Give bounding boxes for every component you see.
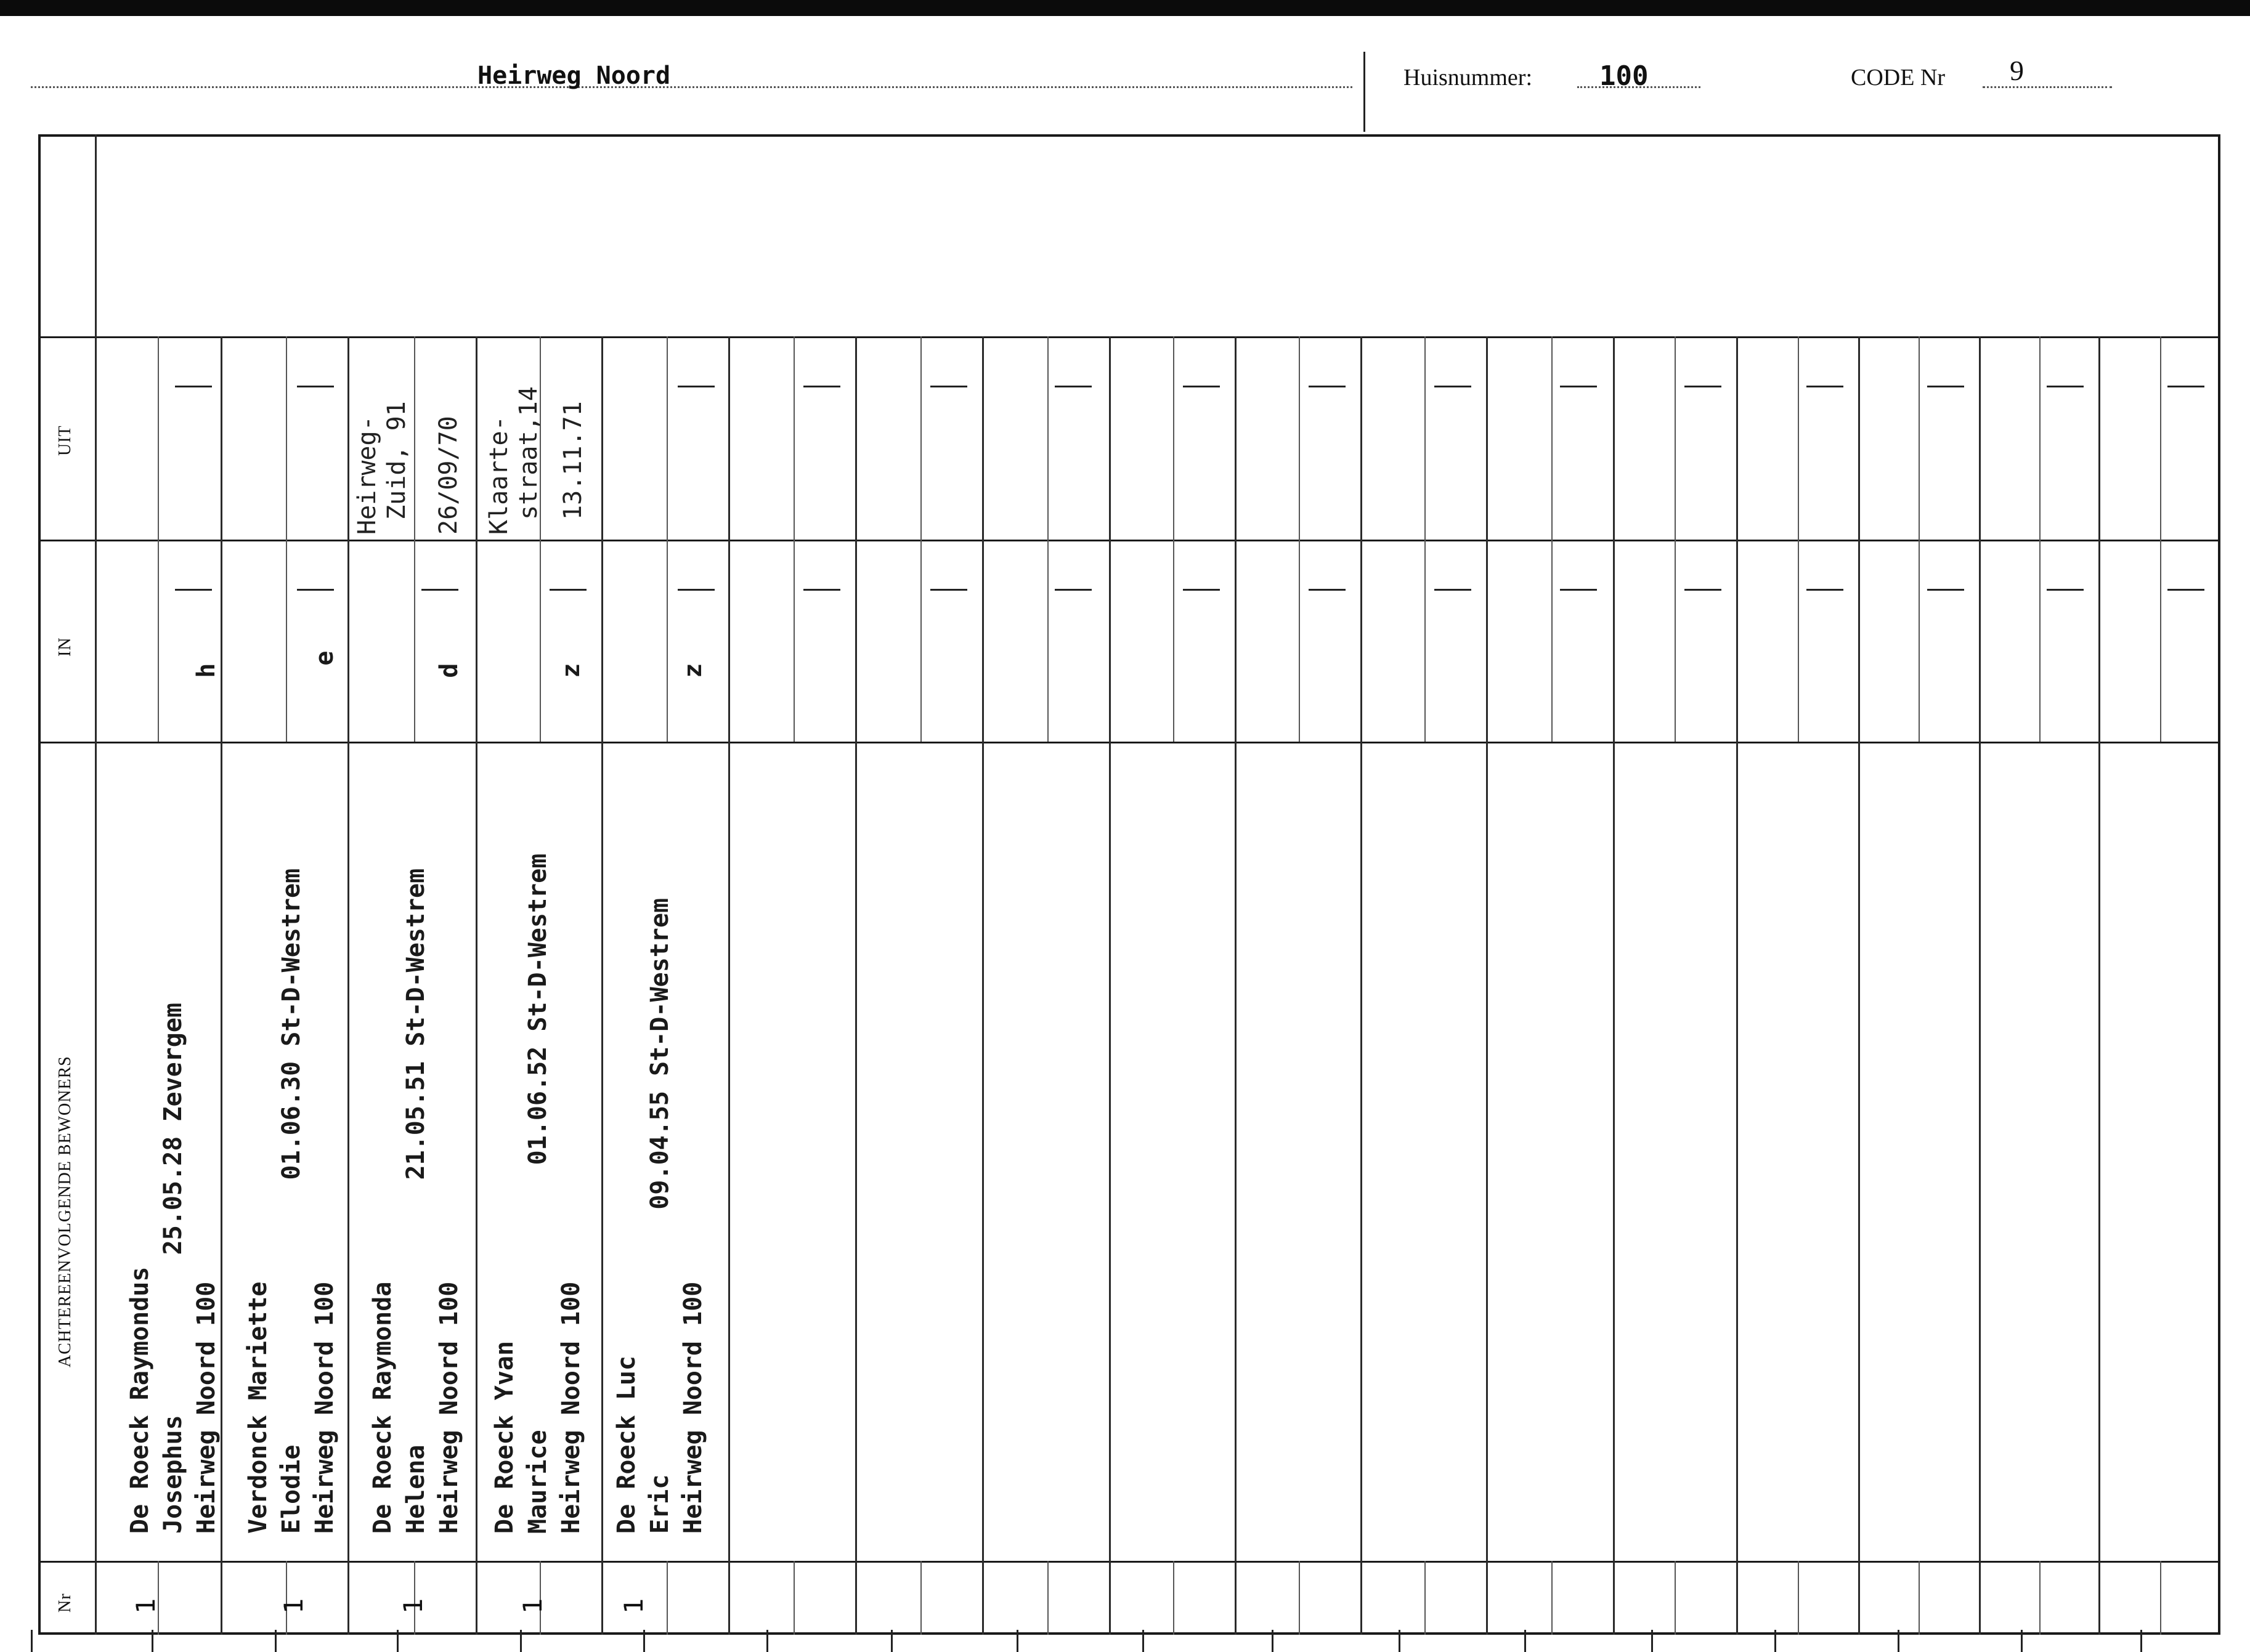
resident-3-uit-date: 26/09/70 (434, 416, 463, 535)
code-value: 9 (2010, 55, 2024, 86)
empty-dash (678, 386, 715, 387)
bottom-tick (520, 1630, 522, 1652)
sub-column-divider (667, 1561, 668, 1635)
sub-column-divider (2160, 336, 2161, 742)
bottom-tick (1651, 1630, 1653, 1652)
sub-column-divider (794, 1561, 795, 1635)
resident-4-uit-address: Klaarte- straat,14 (485, 386, 543, 535)
empty-dash (297, 386, 334, 387)
row-divider-top (38, 336, 2220, 338)
empty-dash (421, 589, 458, 591)
bottom-tick (1524, 1630, 1526, 1652)
row-divider-bewoners-nr (38, 1561, 2220, 1563)
bottom-tick (152, 1630, 153, 1652)
sub-column-divider (920, 1561, 922, 1635)
empty-dash (1806, 386, 1843, 387)
street-dotted-line (31, 86, 1352, 88)
resident-4-uit-date: 13.11.71 (559, 401, 587, 520)
empty-dash (1927, 386, 1964, 387)
empty-dash (1055, 589, 1092, 591)
sub-column-divider (2039, 336, 2041, 742)
bottom-tick (397, 1630, 399, 1652)
sub-column-divider (2160, 1561, 2161, 1635)
nr-label: Nr (55, 1593, 75, 1613)
column-divider (855, 336, 857, 1635)
empty-dash (1434, 589, 1471, 591)
resident-1-nr: 1 (131, 1598, 161, 1614)
sub-column-divider (1675, 1561, 1676, 1635)
empty-dash (803, 386, 840, 387)
column-divider (1109, 336, 1111, 1635)
sub-column-divider (1047, 1561, 1049, 1635)
uit-label: UIT (55, 425, 75, 456)
empty-dash (1560, 386, 1597, 387)
empty-dash (2047, 386, 2084, 387)
bottom-tick (1017, 1630, 1018, 1652)
empty-dash (1806, 589, 1843, 591)
empty-dash (1183, 386, 1220, 387)
empty-dash (1183, 589, 1220, 591)
sub-column-divider (1299, 1561, 1300, 1635)
empty-dash (297, 589, 334, 591)
column-divider (1858, 336, 1860, 1635)
top-scan-border (0, 0, 2250, 16)
empty-dash (678, 589, 715, 591)
sub-column-divider (1919, 336, 1920, 742)
sub-column-divider (1551, 336, 1553, 742)
sub-column-divider (920, 336, 922, 742)
bottom-tick (1272, 1630, 1273, 1652)
code-label: CODE Nr (1851, 65, 1946, 91)
resident-3-entry: De Roeck Raymonda Helena21.05.51 St-D-Westrem Heirweg Noord 100d (368, 663, 463, 1534)
column-divider (728, 336, 730, 1635)
bottom-tick (1142, 1630, 1144, 1652)
sub-column-divider (1424, 1561, 1426, 1635)
resident-3-nr: 1 (398, 1598, 428, 1614)
sub-column-divider (1047, 336, 1049, 742)
resident-5-entry: De Roeck Luc Eric09.04.55 St-D-Westrem Heirweg Noord 100z (612, 663, 707, 1534)
empty-dash (175, 589, 212, 591)
empty-dash (930, 589, 967, 591)
empty-dash (1309, 589, 1346, 591)
empty-dash (1309, 386, 1346, 387)
sub-column-divider (1299, 336, 1300, 742)
empty-dash (2167, 386, 2204, 387)
empty-dash (1434, 386, 1471, 387)
column-divider (601, 336, 603, 1635)
empty-dash (1684, 386, 1721, 387)
empty-dash (175, 386, 212, 387)
empty-dash (1560, 589, 1597, 591)
empty-dash (803, 589, 840, 591)
empty-dash (2047, 589, 2084, 591)
sub-column-divider (794, 336, 795, 742)
bottom-tick (275, 1630, 277, 1652)
row-divider-uit-in (38, 540, 2220, 541)
huisnummer-value: 100 (1599, 60, 1649, 92)
in-label: IN (55, 637, 75, 657)
column-divider (2098, 336, 2100, 1635)
empty-dash (1927, 589, 1964, 591)
column-divider (982, 336, 984, 1635)
empty-dash (930, 386, 967, 387)
column-divider (1613, 336, 1615, 1635)
sub-column-divider (1798, 1561, 1799, 1635)
sub-column-divider (2039, 1561, 2041, 1635)
sub-column-divider (1173, 1561, 1174, 1635)
resident-3-uit-address: Heirweg- Zuid, 91 (353, 401, 411, 535)
resident-5-nr: 1 (619, 1598, 649, 1614)
column-divider (347, 336, 349, 1635)
column-divider (1979, 336, 1981, 1635)
bottom-tick (643, 1630, 645, 1652)
sub-column-divider (1675, 336, 1676, 742)
column-divider (1235, 336, 1237, 1635)
bottom-tick (766, 1630, 768, 1652)
sub-column-divider (1919, 1561, 1920, 1635)
sub-column-divider (1173, 336, 1174, 742)
column-divider (1486, 336, 1488, 1635)
bottom-tick (2140, 1630, 2142, 1652)
bottom-tick (2021, 1630, 2023, 1652)
sub-column-divider (1551, 1561, 1553, 1635)
resident-2-entry: Verdonck Mariette Elodie01.06.30 St-D-Westrem Heirweg Noord 100e (244, 650, 339, 1534)
bottom-tick (31, 1630, 33, 1652)
street-name: Heirweg Noord (477, 62, 671, 90)
column-divider (476, 336, 477, 1635)
bottom-tick (1898, 1630, 1899, 1652)
bewoners-label: ACHTEREENVOLGENDE BEWONERS (55, 1056, 75, 1367)
resident-4-nr: 1 (518, 1598, 548, 1614)
empty-dash (550, 589, 587, 591)
sub-column-divider (1424, 336, 1426, 742)
column-divider (1736, 336, 1738, 1635)
bottom-tick (1399, 1630, 1400, 1652)
bottom-tick (891, 1630, 893, 1652)
header-separator (1363, 52, 1365, 132)
resident-2-nr: 1 (278, 1598, 309, 1614)
sub-column-divider (1798, 336, 1799, 742)
label-column-divider (95, 134, 97, 1635)
code-dotted-line (1983, 86, 2112, 88)
empty-dash (2167, 589, 2204, 591)
resident-1-entry: De Roeck Raymondus Josephus25.05.28 Zevergem Heirweg Noord 100h (126, 663, 221, 1534)
empty-dash (1684, 589, 1721, 591)
resident-4-entry: De Roeck Yvan Maurice01.06.52 St-D-Westrem Heirweg Noord 100z (490, 663, 585, 1534)
column-divider (1360, 336, 1362, 1635)
bottom-tick (1774, 1630, 1776, 1652)
huisnummer-label: Huisnummer: (1403, 65, 1532, 91)
empty-dash (1055, 386, 1092, 387)
